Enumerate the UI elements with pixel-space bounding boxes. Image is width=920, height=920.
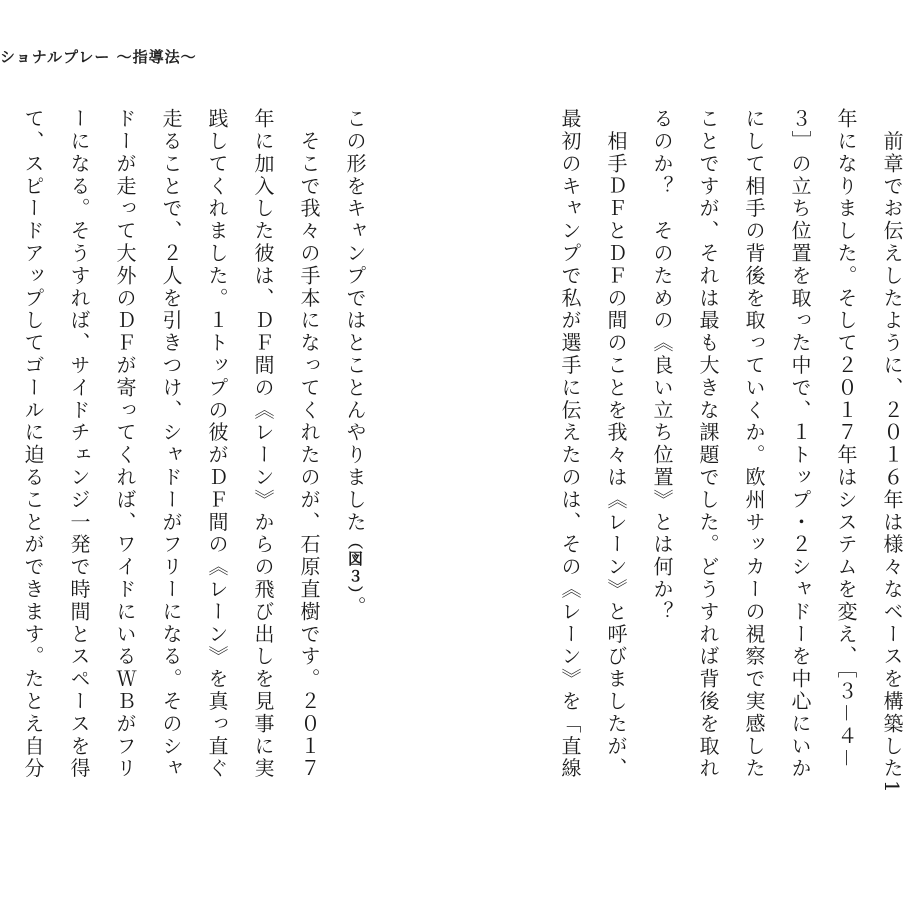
sentence-end: 。 — [343, 595, 367, 619]
paragraph — [332, 108, 378, 798]
right-page-text — [550, 108, 915, 798]
figure-reference: （図３） — [346, 533, 364, 596]
paragraph: そこで我々の手本になってくれたのが、石原直樹です。２０１７年に加入した彼は、ＤＦ間の《レーン》からの飛び出しを見事に実践してくれました。１トップの彼がＤＦ間の《レーン》を真っ直ぐ走ることで、２人を引きつけ、シャドーがフリーになる。そのシャドーが走って大外のＤＦが寄ってくれば、ワイドにいるＷＢがフリーになる。そうすれば、サイドチェンジ一発で時間とスペースを得て、スピードアップしてゴールに迫ることができます。たとえ自分 — [21, 108, 321, 780]
paragraph-text: この形をキャンプではとことんやりました — [343, 108, 367, 534]
paragraph: 前章でお伝えしたように、２０１６年は様々なベースを構築した1年になりました。そして２０１７年はシステムを変え、［３－４－３］の立ち位置を取った中で、１トップ・２シャドーを中心にいかにして相手の背後を取っていくか。欧州サッカーの視察で実感したことですが、それは最も大きな課題でした。どうすれば背後を取れるのか？ そのための《良い立ち位置》とは何か？ — [650, 108, 904, 796]
running-head: ショナルプレー 〜指導法〜 — [0, 48, 197, 66]
paragraph: 相手ＤＦとＤＦの間のことを我々は《レーン》と呼びましたが、最初のキャンプで私が選手に伝えたのは、その《レーン》を「直線 — [558, 108, 628, 780]
left-page-text — [18, 108, 378, 798]
